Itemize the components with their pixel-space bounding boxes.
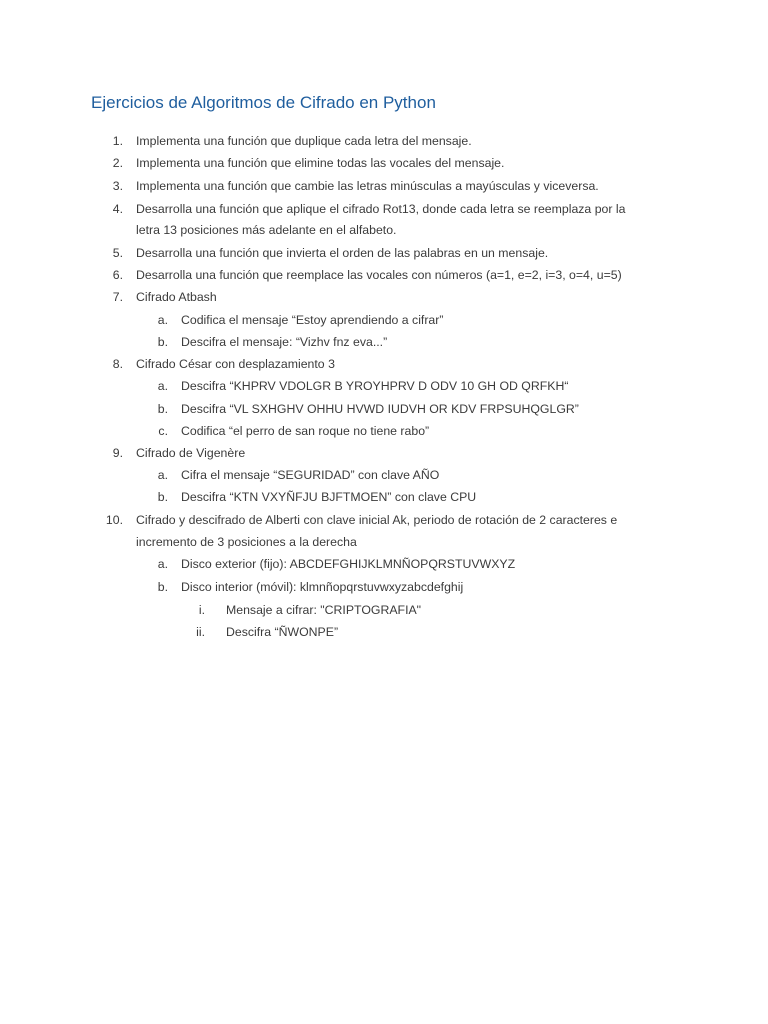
- subitem-letter: a.: [157, 379, 168, 393]
- subitem-letter: c.: [158, 424, 168, 438]
- item-number: 6.: [112, 268, 123, 282]
- subitem-letter: b.: [157, 402, 168, 416]
- subsubitem-text: Descifra “ÑWONPE”: [226, 625, 339, 639]
- item-text: Implementa una función que elimine todas las vocales del mensaje.: [136, 156, 505, 170]
- subitem-text: Disco interior (móvil): klmnñopqrstuvwxyzabcdefghij: [181, 580, 464, 594]
- subsubitem-numeral: i.: [198, 603, 205, 617]
- subitem-letter: a.: [157, 557, 168, 571]
- subitem-text: Descifra el mensaje: “Vizhv fnz eva...”: [181, 335, 388, 349]
- subitem-text: Descifra “KHPRV VDOLGR B YROYHPRV D ODV 10 GH OD QRFKH“: [181, 379, 569, 393]
- subitem-letter: a.: [157, 468, 168, 482]
- item-text: Cifrado de Vigenère: [136, 446, 246, 460]
- item-number: 3.: [112, 179, 123, 193]
- subitem-text: Descifra “KTN VXYÑFJU BJFTMOEN” con clave CPU: [181, 490, 477, 504]
- item-text: Cifrado César con desplazamiento 3: [136, 357, 335, 371]
- item-text: Implementa una función que duplique cada letra del mensaje.: [136, 134, 472, 148]
- item-number: 9.: [112, 446, 123, 460]
- item-text: Cifrado y descifrado de Alberti con clave inicial Ak, periodo de rotación de 2 caracteres e: [136, 513, 618, 527]
- item-text: Desarrolla una función que invierta el orden de las palabras en un mensaje.: [136, 246, 549, 260]
- item-number: 7.: [112, 290, 123, 304]
- item-number: 1.: [112, 134, 123, 148]
- item-number: 4.: [112, 202, 123, 216]
- item-text: Cifrado Atbash: [136, 290, 217, 304]
- subitem-letter: b.: [157, 335, 168, 349]
- subitem-letter: b.: [157, 490, 168, 504]
- item-number: 2.: [112, 156, 123, 170]
- item-text-continuation: incremento de 3 posiciones a la derecha: [136, 535, 357, 549]
- subitem-text: Disco exterior (fijo): ABCDEFGHIJKLMNÑOPQRSTUVWXYZ: [181, 557, 516, 571]
- item-text: Desarrolla una función que aplique el cifrado Rot13, donde cada letra se reemplaza por la: [136, 202, 626, 216]
- subitem-text: Codifica el mensaje “Estoy aprendiendo a cifrar”: [181, 313, 444, 327]
- page-title: Ejercicios de Algoritmos de Cifrado en Python: [91, 93, 436, 112]
- item-number: 5.: [112, 246, 123, 260]
- item-text: Implementa una función que cambie las letras minúsculas a mayúsculas y viceversa.: [136, 179, 599, 193]
- subitem-letter: b.: [157, 580, 168, 594]
- subitem-text: Cifra el mensaje “SEGURIDAD” con clave AÑO: [181, 468, 440, 482]
- subitem-letter: a.: [157, 313, 168, 327]
- item-number: 8.: [112, 357, 123, 371]
- item-text: Desarrolla una función que reemplace las vocales con números (a=1, e=2, i=3, o=4, u=5): [136, 268, 622, 282]
- item-text-continuation: letra 13 posiciones más adelante en el alfabeto.: [136, 223, 397, 237]
- subsubitem-numeral: ii.: [196, 625, 205, 639]
- subitem-text: Descifra “VL SXHGHV OHHU HVWD IUDVH OR KDV FRPSUHQGLGR”: [181, 402, 579, 416]
- subsubitem-text: Mensaje a cifrar: "CRIPTOGRAFIA": [226, 603, 422, 617]
- subitem-text: Codifica “el perro de san roque no tiene rabo”: [181, 424, 430, 438]
- item-number: 10.: [105, 513, 123, 527]
